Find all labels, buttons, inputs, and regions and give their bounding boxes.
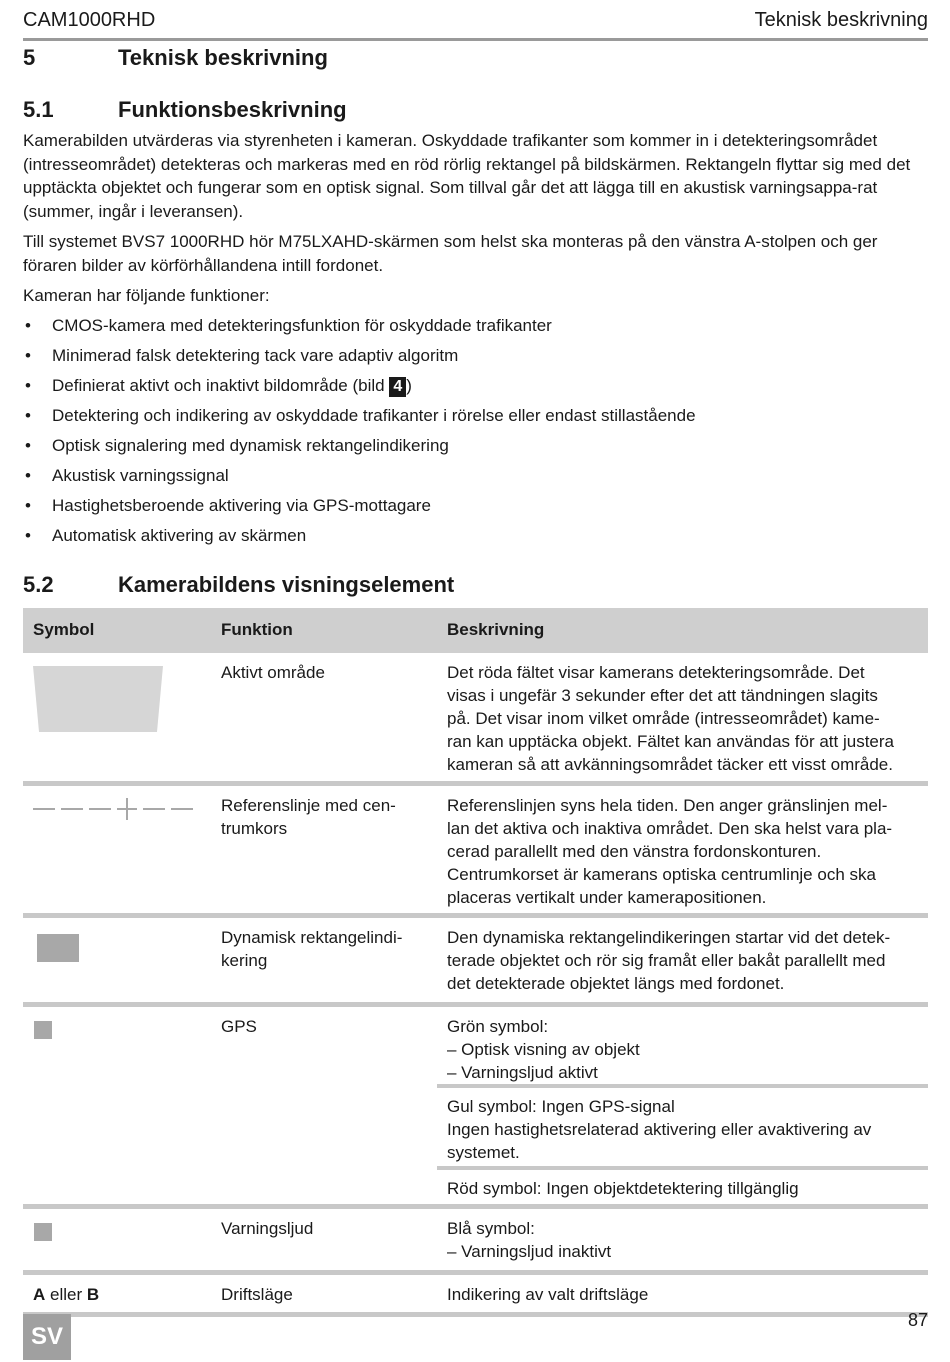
paragraph-1: Kamerabilden utvärderas via styrenheten i kameran. Oskyddade trafikanter som kommer in i detekteringsområdet (intresseområdet) detekteras och markeras med en röd rörlig rektangel på bildskärmen. Rektangeln flyttar sig med det upptäckta objektet och fungerar som en optisk signal. Som tillval går det att lägga till en akustisk varningsappa-rat (summer, ingår i leveransen). [23,131,911,221]
header-funktion: Funktion [221,620,293,639]
figure-reference[interactable]: 4 [389,377,406,397]
row-funktion: Driftsläge [221,1285,293,1304]
funktion-line: Referenslinje med cen- [221,796,396,815]
subsection-title-1: Funktionsbeskrivning [118,97,347,122]
desc-line: – Optisk visning av objekt [447,1040,640,1059]
desc-line: Röd symbol: Ingen objektdetektering tillgänglig [447,1179,799,1198]
desc-line: Blå symbol: [447,1219,535,1238]
row-funktion: GPS [221,1017,257,1036]
row-beskrivning-red [447,1177,922,1200]
desc-line: – Varningsljud aktivt [447,1063,598,1082]
mode-or: eller [45,1285,87,1304]
table-row [23,918,928,1007]
desc-line: Grön symbol: [447,1017,549,1036]
funktion-line: Dynamisk rektangelindi- [221,928,403,947]
table-row [23,653,928,786]
row-funktion [221,794,426,840]
desc-line: kameran så att avkänningsområdet täcker ett visst område. [447,755,893,774]
reference-line-icon [33,796,193,828]
desc-line: cerad parallellt med den vänstra fordonskonturen. [447,842,822,861]
row-beskrivning-yellow [447,1095,922,1164]
list-item: • Detektering och indikering av oskyddade trafikanter i rörelse eller endast stillastående [23,404,928,434]
paragraph-3: Kameran har följande funktioner: [23,286,270,305]
desc-line: Centrumkorset är kamerans optiska centrumlinje och ska [447,865,876,884]
mode-a: A [33,1285,46,1304]
subsection-number-1: 5.1 [23,97,54,122]
funktion-line: kering [221,951,268,970]
row-funktion: Aktivt område [221,663,325,682]
row-beskrivning [447,661,922,776]
desc-line: Gul symbol: Ingen GPS-signal [447,1097,675,1116]
mode-b: B [86,1285,100,1304]
dynamic-rectangle-icon [37,934,79,962]
subsection-number-2: 5.2 [23,572,54,597]
header-beskrivning: Beskrivning [447,620,545,639]
gps-icon [34,1021,52,1039]
display-elements-table [23,608,928,1317]
desc-line: Ingen hastighetsrelaterad aktivering eller avaktivering av [447,1120,872,1139]
desc-line: Referenslinjen syns hela tiden. Den anger gränslinjen mel- [447,796,888,815]
section-number: 5 [23,45,36,70]
section-heading [23,45,328,71]
list-item: • Hastighetsberoende aktivering via GPS-mottagare [23,494,928,524]
desc-line: Den dynamiska rektangelindikeringen startar vid det detek- [447,928,891,947]
language-badge: SV [23,1314,71,1360]
row-separator [437,1166,928,1170]
desc-line: placeras vertikalt under kamerapositionen. [447,888,767,907]
header-model: CAM1000RHD [23,9,156,31]
row-beskrivning-green [447,1015,922,1084]
desc-line: terade objektet och rör sig framåt eller bakåt parallellt med [447,951,886,970]
row-funktion [221,926,426,972]
row-beskrivning [447,794,922,909]
table-row [23,786,928,918]
list-item-text-close: ) [406,376,412,395]
desc-line: det detekterade objektet längs med fordonet. [447,974,785,993]
list-item: • CMOS-kamera med detekteringsfunktion för oskyddade trafikanter [23,314,928,344]
desc-line: lan det aktiva och inaktiva området. Den ska helst vara pla- [447,819,893,838]
row-beskrivning [447,926,922,995]
row-beskrivning [447,1283,922,1306]
desc-line: Indikering av valt driftsläge [447,1285,649,1304]
header-chapter: Teknisk beskrivning [754,9,928,31]
desc-line: visas i ungefär 3 sekunder efter det att tändningen slagits [447,686,878,705]
subsection-heading-1 [23,97,347,123]
list-item: • Akustisk varningssignal [23,464,928,494]
list-item: • Optisk signalering med dynamisk rektangelindikering [23,434,928,464]
mode-symbol [33,1283,99,1306]
header-symbol: Symbol [33,620,95,639]
desc-line: – Varningsljud inaktivt [447,1242,612,1261]
list-item: • Minimerad falsk detektering tack vare adaptiv algoritm [23,344,928,374]
subsection-title-2: Kamerabildens visningselement [118,572,455,597]
active-area-icon [33,666,163,738]
paragraph-2: Till systemet BVS7 1000RHD hör M75LXAHD-skärmen som helst ska monteras på den vänstra A-stolpen och ger föraren bilder av körförhållandena intill fordonet. [23,232,878,275]
desc-line: på. Det visar inom vilket område (intresseområdet) kame- [447,709,880,728]
row-beskrivning [447,1217,922,1263]
row-separator [437,1084,928,1088]
subsection-heading-2 [23,572,454,598]
list-item [23,374,928,404]
desc-line: Det röda fältet visar kamerans detekteringsområde. Det [447,663,865,682]
desc-line: systemet. [447,1143,520,1162]
table-row [23,1275,928,1317]
table-row [23,1209,928,1275]
page-number: 87 [907,1310,928,1330]
list-item-text: Definierat aktivt och inaktivt bildområde (bild [52,376,390,395]
desc-line: ran kan upptäcka objekt. Fältet kan användas för att justera [447,732,894,751]
table-row [23,1007,928,1209]
section-title: Teknisk beskrivning [118,45,328,70]
warning-sound-icon [34,1223,52,1241]
page-header [23,6,928,41]
row-funktion: Varningsljud [221,1219,314,1238]
list-item: • Automatisk aktivering av skärmen [23,524,928,554]
table-header [23,608,928,653]
funktion-line: trumkors [221,819,288,838]
function-list [23,314,928,554]
